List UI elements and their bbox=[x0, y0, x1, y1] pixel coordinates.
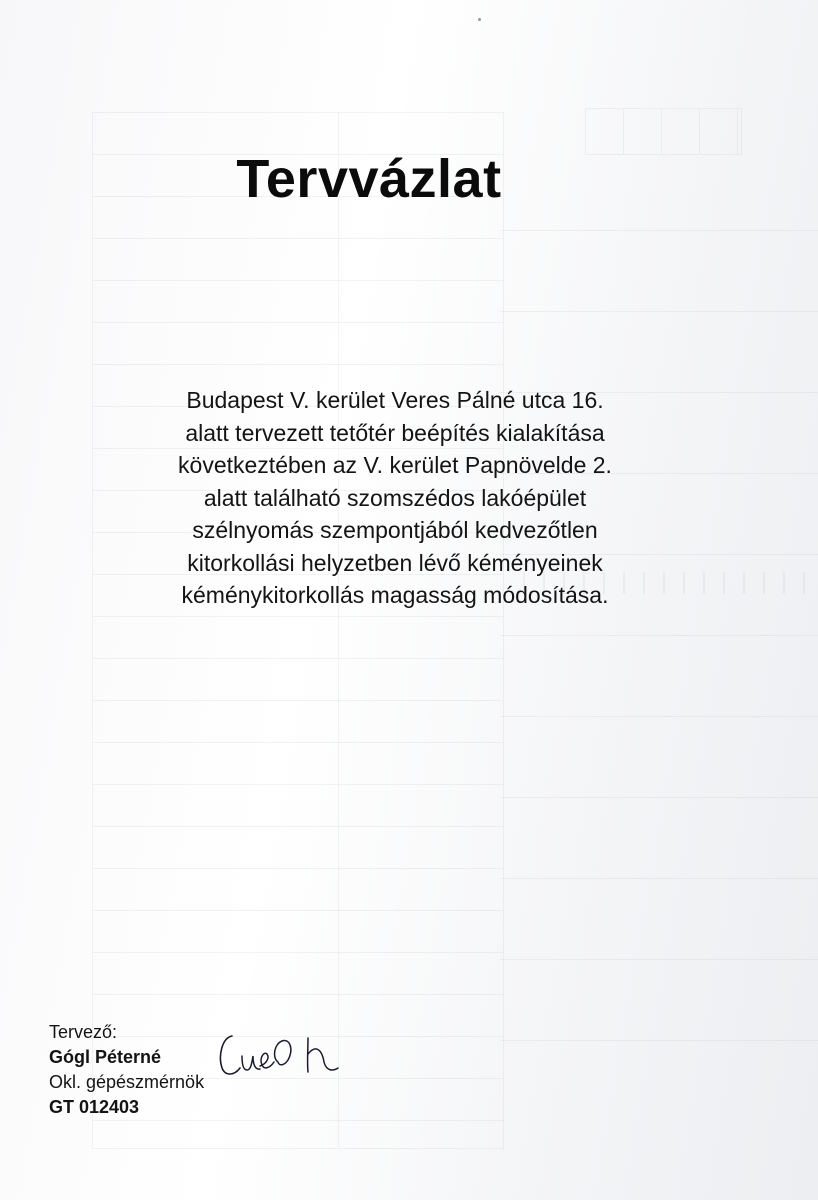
description-line: kéménykitorkollás magasság módosítása. bbox=[181, 582, 609, 608]
description-line: alatt tervezett tetőtér beépítés kialakítása bbox=[185, 419, 605, 446]
show-through-form-grid bbox=[92, 112, 504, 1149]
description-line: alatt található szomszédos lakóépület bbox=[203, 484, 587, 511]
document-title: Tervvázlat bbox=[236, 149, 502, 209]
description-line: következtében az V. kerület Papnövelde 2. bbox=[178, 452, 612, 478]
designer-name: Gógl Péterné bbox=[49, 1047, 162, 1067]
show-through-form-grid-right bbox=[500, 230, 818, 1081]
show-through-form-divider bbox=[338, 112, 339, 1147]
designer-registration: GT 012403 bbox=[49, 1097, 140, 1117]
handwritten-signature bbox=[212, 1024, 352, 1084]
description-line: szélnyomás szempontjából kedvezőtlen bbox=[192, 517, 598, 543]
designer-label: Tervező: bbox=[49, 1022, 118, 1042]
description-line: kitorkollási helyzetben lévő kéményeinek bbox=[187, 549, 603, 576]
project-description bbox=[80, 384, 710, 612]
designer-qualification: Okl. gépészmérnök bbox=[49, 1072, 205, 1092]
designer-block bbox=[49, 1020, 204, 1120]
description-line: Budapest V. kerület Veres Pálné utca 16. bbox=[186, 387, 604, 413]
paper-speck bbox=[478, 18, 481, 21]
